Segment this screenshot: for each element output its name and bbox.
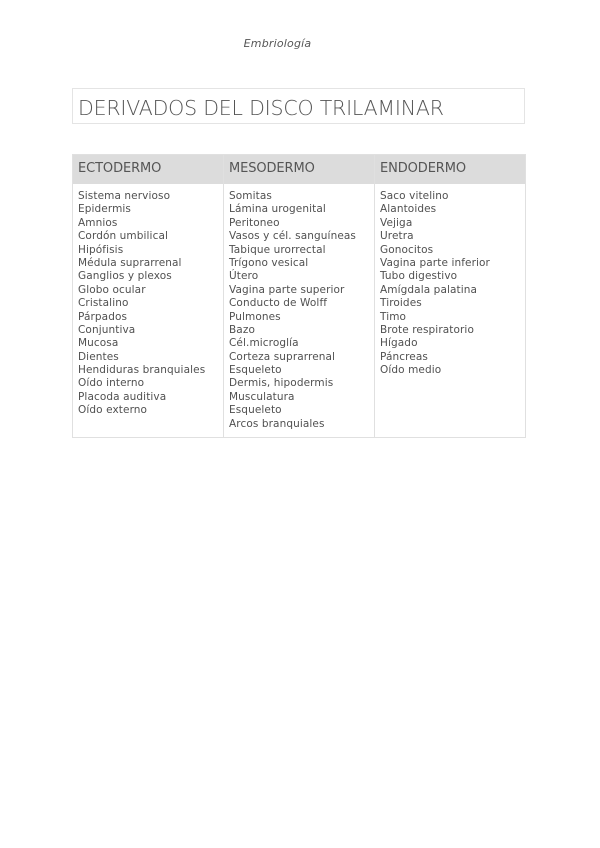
list-item: Lámina urogenital: [229, 203, 326, 216]
column-endodermo: [375, 155, 525, 437]
list-item: Corteza suprarrenal: [229, 350, 336, 363]
column-ectodermo: [73, 155, 224, 437]
list-item: Vagina parte inferior: [380, 256, 490, 269]
list-item: Bazo: [229, 323, 255, 336]
running-header: Embriología: [243, 37, 312, 50]
list-item: Útero: [229, 270, 259, 283]
derivatives-table: [72, 154, 526, 438]
list-item: Somitas: [229, 190, 272, 202]
column-item-list: [73, 184, 223, 418]
list-item: Placoda auditiva: [78, 390, 167, 403]
list-item: Pulmones: [229, 310, 281, 323]
list-item: Oído externo: [78, 404, 148, 417]
list-item: Alantoides: [380, 203, 437, 216]
list-item: Cél.microglía: [229, 337, 299, 350]
list-item: Esqueleto: [229, 404, 282, 417]
list-item: Arcos branquiales: [229, 417, 325, 430]
list-item: Amnios: [78, 216, 118, 229]
list-item: Uretra: [380, 230, 414, 243]
column-item-list: [375, 184, 525, 377]
list-item: Hipófisis: [78, 243, 124, 256]
list-item: Vagina parte superior: [229, 283, 345, 296]
list-item: Cristalino: [78, 297, 129, 310]
list-item: Saco vitelino: [380, 190, 449, 202]
list-item: Párpados: [78, 310, 128, 323]
column-header: ENDODERMO: [375, 155, 525, 184]
list-item: Tubo digestivo: [380, 270, 458, 283]
list-item: Peritoneo: [229, 216, 280, 229]
list-item: Mucosa: [78, 337, 119, 350]
list-item: Globo ocular: [78, 283, 146, 296]
list-item: Musculatura: [229, 390, 295, 403]
list-item: Hendiduras branquiales: [78, 364, 206, 377]
list-item: Epidermis: [78, 203, 131, 216]
list-item: Tabique urorrectal: [229, 243, 326, 256]
list-item: Esqueleto: [229, 364, 282, 377]
list-item: Oído medio: [380, 364, 442, 377]
title-box: [72, 88, 525, 124]
list-item: Sistema nervioso: [78, 190, 171, 202]
list-item: Oído interno: [78, 377, 145, 390]
list-item: Timo: [380, 310, 407, 323]
list-item: Dermis, hipodermis: [229, 377, 334, 390]
list-item: Vejiga: [380, 216, 413, 229]
list-item: Conducto de Wolff: [229, 297, 328, 310]
list-item: Brote respiratorio: [380, 323, 474, 336]
list-item: Hígado: [380, 337, 418, 350]
column-header: MESODERMO: [224, 155, 374, 184]
list-item: Conjuntiva: [78, 323, 136, 336]
list-item: Ganglios y plexos: [78, 270, 172, 283]
list-item: Dientes: [78, 350, 119, 363]
list-item: Vasos y cél. sanguíneas: [229, 230, 356, 243]
page-title: DERIVADOS DEL DISCO TRILAMINAR: [78, 96, 444, 120]
list-item: Gonocitos: [380, 243, 434, 256]
list-item: Amígdala palatina: [380, 283, 478, 296]
list-item: Cordón umbilical: [78, 230, 168, 243]
column-mesodermo: [224, 155, 375, 437]
list-item: Trígono vesical: [229, 256, 309, 269]
column-item-list: [224, 184, 374, 431]
list-item: Tiroides: [380, 297, 422, 310]
list-item: Páncreas: [380, 350, 428, 363]
column-header: ECTODERMO: [73, 155, 223, 184]
list-item: Médula suprarrenal: [78, 256, 182, 269]
